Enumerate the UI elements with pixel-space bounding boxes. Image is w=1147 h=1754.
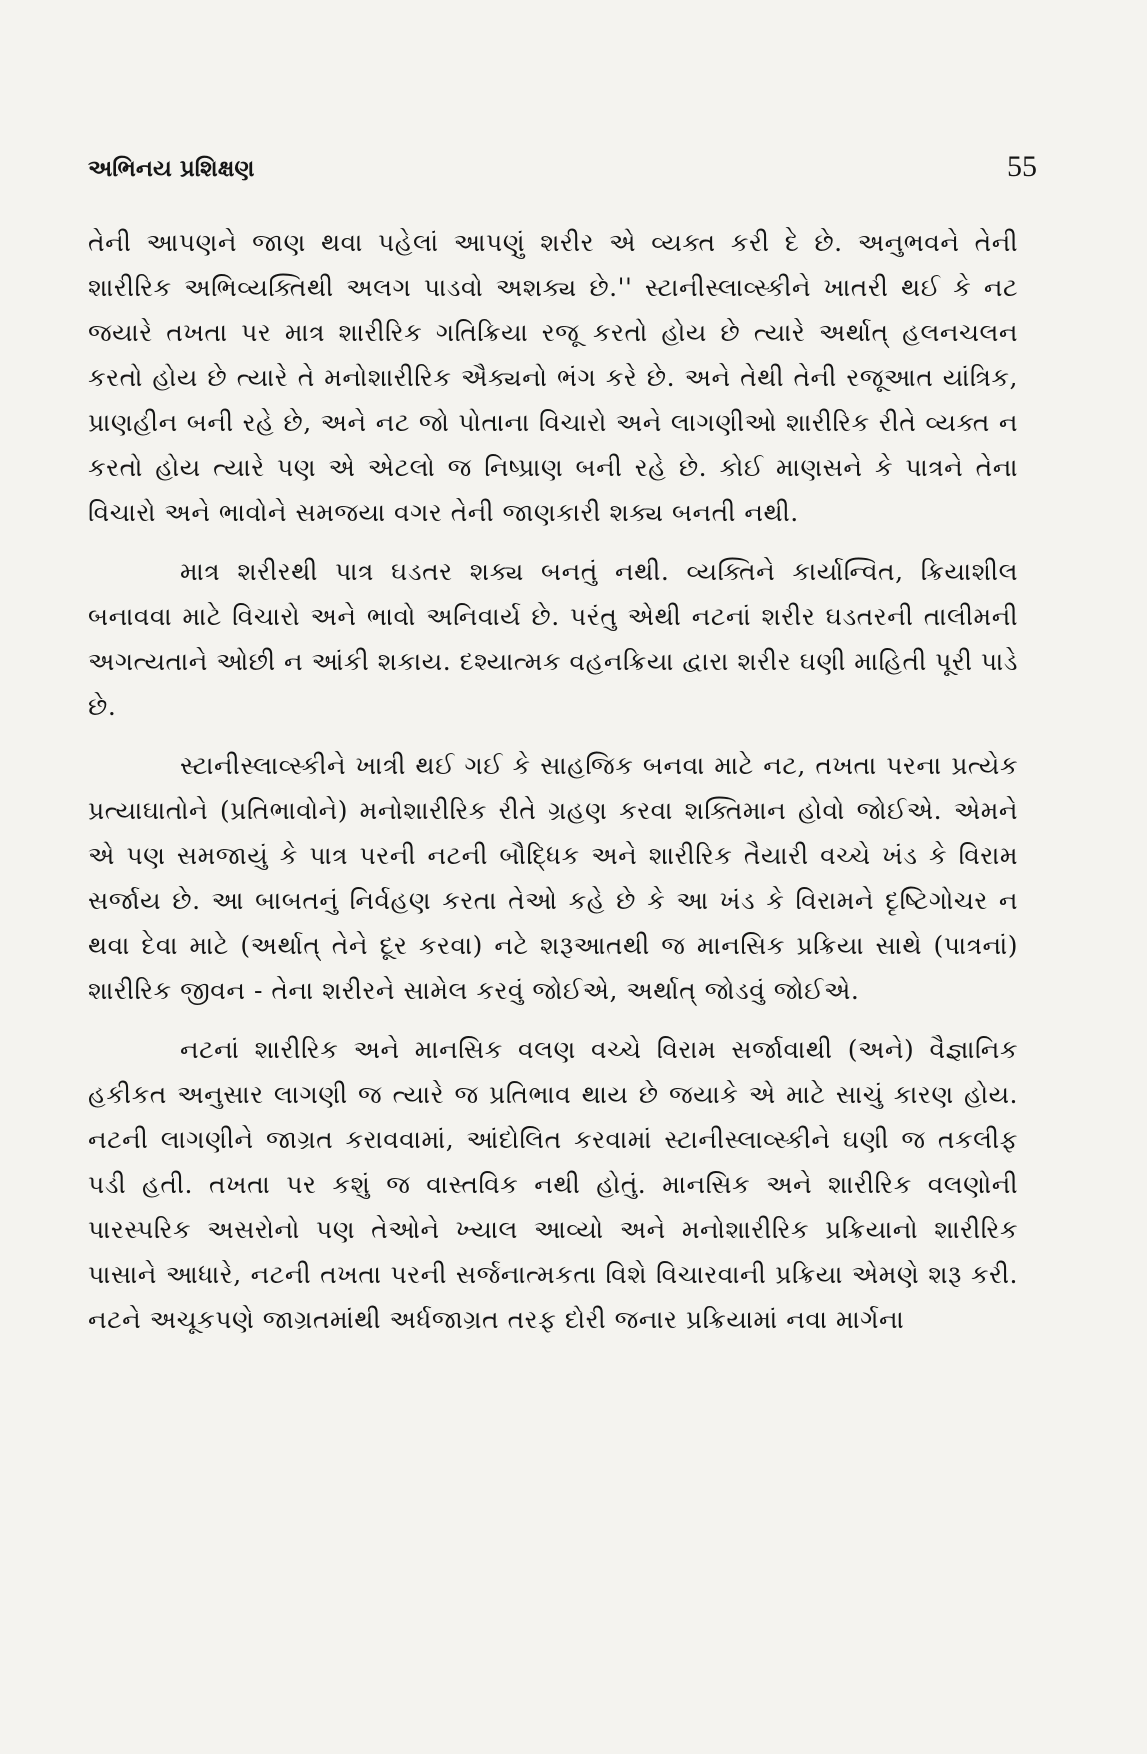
running-head bbox=[88, 150, 1037, 184]
paragraph: સ્ટાનીસ્લાવ્સ્કીને ખાત્રી થઈ ગઈ કે સાહજિક બનવા માટે નટ, તખતા પરના પ્રત્યેક પ્રત્યાઘાતોને (પ્રતિભાવોને) મનોશારીરિક રીતે ગ્રહણ કરવા શક્તિમાન હોવો જોઈએ. એમને એ પણ સમજાયું કે પાત્ર પરની નટની બૌદ્ધિક અને શારીરિક તૈયારી વચ્ચે ખંડ કે વિરામ સર્જાય છે. આ બાબતનું નિર્વહણ કરતા તેઓ કહે છે કે આ ખંડ કે વિરામને દૃષ્ટિગોચર ન થવા દેવા માટે (અર્થાત્ તેને દૂર કરવા) નટે શરૂઆતથી જ માનસિક પ્રક્રિયા સાથે (પાત્રનાં) શારીરિક જીવન - તેના શરીરને સામેલ કરવું જોઈએ, અર્થાત્ જોડવું જોઈએ. bbox=[88, 751, 1018, 1005]
paragraph: તેની આપણને જાણ થવા પહેલાં આપણું શરીર એ વ્યક્ત કરી દે છે. અનુભવને તેની શારીરિક અભિવ્યક્તિથી અલગ પાડવો અશક્ય છે.'' સ્ટાનીસ્લાવ્સ્કીને ખાતરી થઈ કે નટ જયારે તખતા પર માત્ર શારીરિક ગતિક્રિયા રજૂ કરતો હોય છે ત્યારે અર્થાત્ હલનચલન કરતો હોય છે ત્યારે તે મનોશારીરિક ઐક્યનો ભંગ કરે છે. અને તેથી તેની રજૂઆત યાંત્રિક, પ્રાણહીન બની રહે છે, અને નટ જો પોતાના વિચારો અને લાગણીઓ શારીરિક રીતે વ્યક્ત ન કરતો હોય ત્યારે પણ એ એટલો જ નિષ્પ્રાણ બની રહે છે. કોઈ માણસને કે પાત્રને તેના વિચારો અને ભાવોને સમજયા વગર તેની જાણકારી શક્ય બનતી નથી. bbox=[88, 228, 1018, 527]
book-title: અભિનય પ્રશિક્ષણ bbox=[88, 156, 255, 182]
page-number: 55 bbox=[1007, 150, 1037, 183]
body-text bbox=[88, 220, 1018, 1342]
paragraph: નટનાં શારીરિક અને માનસિક વલણ વચ્ચે વિરામ સર્જાવાથી (અને) વૈજ્ઞાનિક હકીકત અનુસાર લાગણી જ ત્યારે જ પ્રતિભાવ થાય છે જયાકે એ માટે સાચું કારણ હોય. નટની લાગણીને જાગ્રત કરાવવામાં, આંદોલિત કરવામાં સ્ટાનીસ્લાવ્સ્કીને ઘણી જ તકલીફ પડી હતી. તખતા પર કશું જ વાસ્તવિક નથી હોતું. માનસિક અને શારીરિક વલણોની પારસ્પરિક અસરોનો પણ તેઓને ખ્યાલ આવ્યો અને મનોશારીરિક પ્રક્રિયાનો શારીરિક પાસાને આધારે, નટની તખતા પરની સર્જનાત્મકતા વિશે વિચારવાની પ્રક્રિયા એમણે શરૂ કરી. નટને અચૂકપણે જાગ્રતમાંથી અર્ધજાગ્રત તરફ દોરી જનાર પ્રક્રિયામાં નવા માર્ગના bbox=[88, 1035, 1018, 1334]
paragraph: માત્ર શરીરથી પાત્ર ઘડતર શક્ય બનતું નથી. વ્યક્તિને કાર્યાન્વિત, ક્રિયાશીલ બનાવવા માટે વિચારો અને ભાવો અનિવાર્ય છે. પરંતુ એથી નટનાં શરીર ઘડતરની તાલીમની અગત્યતાને ઓછી ન આંકી શકાય. દશ્યાત્મક વહનક્રિયા દ્વારા શરીર ઘણી માહિતી પૂરી પાડે છે. bbox=[88, 557, 1018, 721]
